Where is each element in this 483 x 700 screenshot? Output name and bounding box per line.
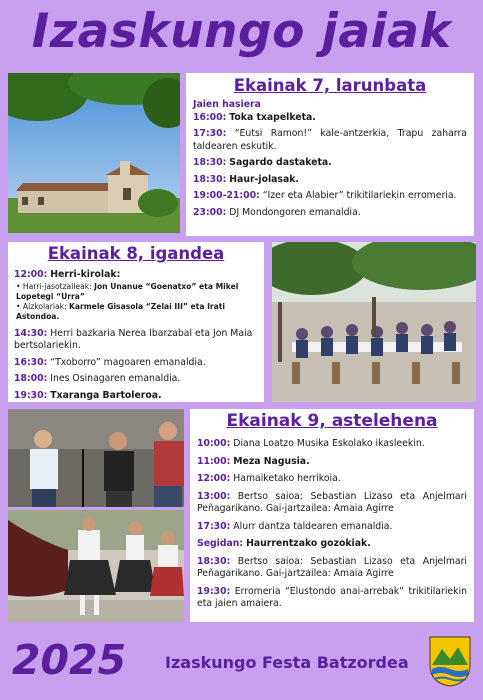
poster-title: Izaskungo jaiak xyxy=(31,4,452,59)
list-item: Segidan: Haurrentzako gozokiak. xyxy=(197,538,371,549)
dancers-photo xyxy=(8,510,184,622)
day3-panel xyxy=(190,409,474,622)
list-item: 19:30: Erromeria “Elustondo anai-arrebak” trikitilariekin eta jaien amaiera. xyxy=(197,585,467,609)
list-item: 14:30: Herri bazkaria Nerea Ibarzabal eta Jon Maia bertsolariekin. xyxy=(14,327,253,351)
lifters-line: • Harri-jasotzaileak: Jon Unanue “Goenatxo” eta Mikel Lopetegi “Urra” xyxy=(16,281,239,301)
footer-organizer: Izaskungo Festa Batzordea xyxy=(165,653,409,672)
list-item: 18:30: Bertso saioa: Sebastian Lizaso eta Anjelmari Peñagarikano. Gai-jartzailea: Amaia Agirre xyxy=(197,555,467,579)
opening-label: Jaien hasiera xyxy=(193,99,261,110)
list-item: 18:30: Haur-jolasak. xyxy=(193,173,299,185)
list-item: 17:30: “Eutsi Ramon!” kale-antzerkia, Trapu zaharra taldearen eskutik. xyxy=(193,128,467,152)
day1-schedule xyxy=(193,112,467,220)
list-item: 13:00: Bertso saioa: Sebastian Lizaso eta Anjelmari Peñagarikano. Gai-jartzailea: Amaia Agirre xyxy=(197,490,467,514)
list-item: 18:00: Ines Osinagaren emanaldia. xyxy=(14,373,181,384)
list-item: 19:00-21:00: “Izer eta Alabier” trikitilariekin erromeria. xyxy=(193,190,457,201)
day3-heading: Ekainak 9, astelehena xyxy=(226,411,438,431)
sports-item: 12:00: Herri-kirolak: xyxy=(14,269,121,280)
stage-photo xyxy=(8,409,184,507)
coat-of-arms-icon xyxy=(428,635,472,687)
lunch-photo xyxy=(272,242,476,402)
church-photo xyxy=(8,73,180,233)
list-item: 17:30: Alurr dantza taldearen emanaldia. xyxy=(197,520,393,532)
list-item: 16:00: Toka txapelketa. xyxy=(193,111,316,123)
list-item: 10:00: Diana Loatzo Musika Eskolako ikasleekin. xyxy=(197,438,425,449)
list-item: 11:00: Meza Nagusia. xyxy=(197,455,310,467)
footer-year: 2025 xyxy=(12,636,127,684)
day1-heading: Ekainak 7, larunbata xyxy=(233,76,427,95)
woodcutters-line: • Aizkolariak: Karmele Gisasola “Zelai III” eta Irati Astondoa. xyxy=(16,301,226,321)
day2-panel xyxy=(8,242,264,402)
list-item: 23:00: DJ Mondongoren emanaldia. xyxy=(193,206,361,218)
list-item: 12:00: Hamaiketako herrikoia. xyxy=(197,473,341,484)
day1-panel xyxy=(186,73,474,236)
day3-schedule xyxy=(197,438,467,611)
day2-heading: Ekainak 8, igandea xyxy=(47,244,225,263)
list-item: 19:30: Txaranga Bartoleroa. xyxy=(14,389,162,401)
list-item: 18:30: Sagardo dastaketa. xyxy=(193,157,332,168)
list-item: 16:30: “Txoborro” magoaren emanaldia. xyxy=(14,356,206,368)
